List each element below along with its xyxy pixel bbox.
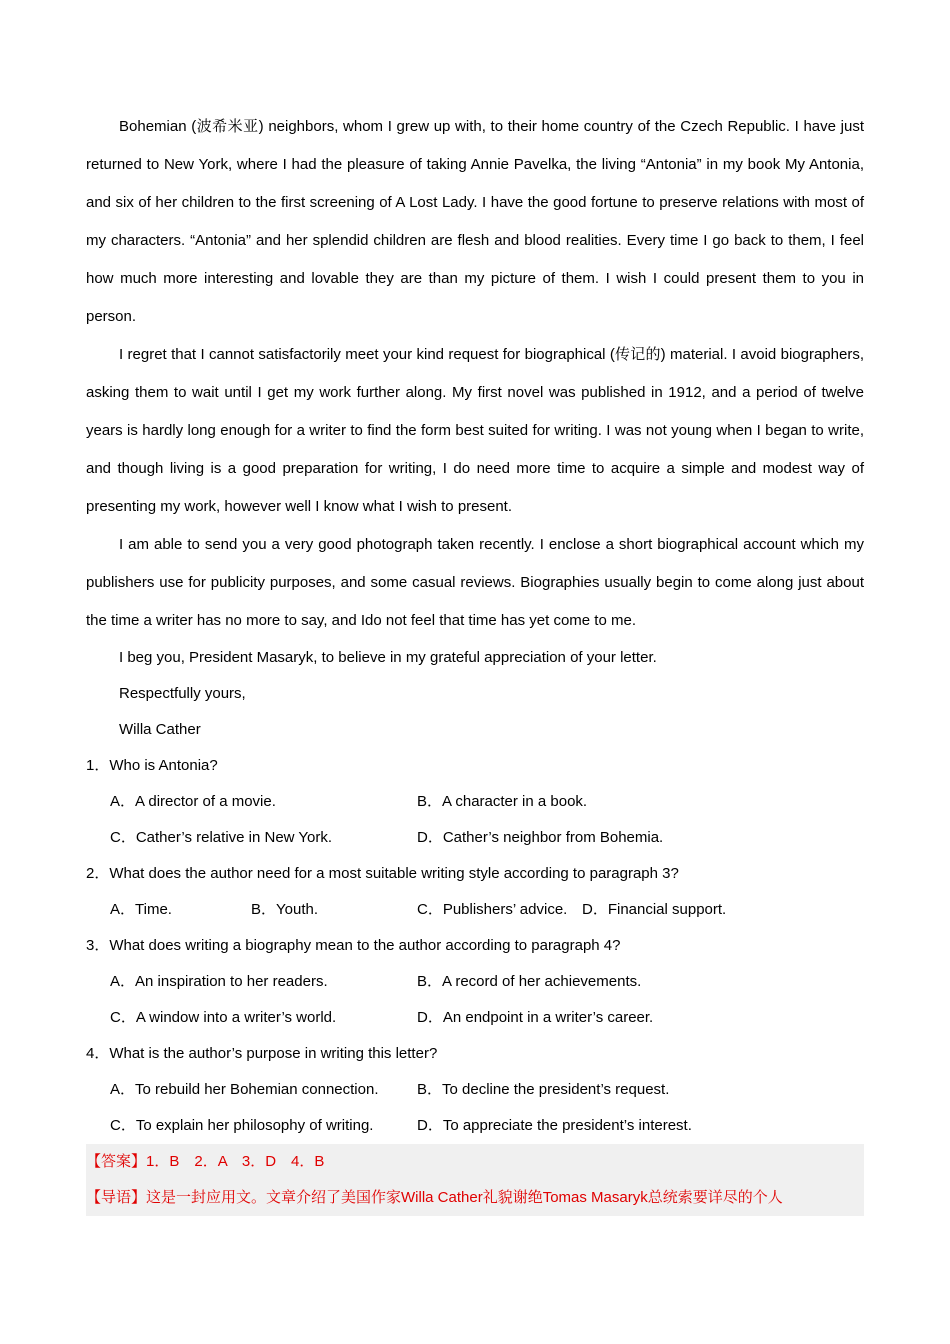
question-2-option-c: C．Publishers’ advice. — [417, 901, 568, 918]
letter-signature: Willa Cather — [119, 721, 201, 738]
question-3-options-row-1 — [86, 964, 864, 1000]
question-1-stem: 1．Who is Antonia? — [86, 757, 218, 774]
question-3-option-a: A．An inspiration to her readers. — [110, 973, 328, 990]
question-1-option-b: B．A character in a book. — [417, 793, 588, 810]
question-2-options-row — [86, 892, 864, 928]
question-2-option-b: B．Youth. — [251, 901, 318, 918]
question-2-option-d: D．Financial support. — [582, 901, 727, 918]
question-4-stem: 4．What is the author’s purpose in writing this letter? — [86, 1045, 438, 1062]
question-1-options-row-1 — [86, 784, 864, 820]
answer-key — [86, 1144, 864, 1180]
answer-label: 【答案】 — [86, 1153, 147, 1170]
answer-text: 1．B 2．A 3．D 4．B — [146, 1153, 325, 1170]
question-3-option-b: B．A record of her achievements. — [417, 973, 642, 990]
question-1-option-c: C．Cather’s relative in New York. — [110, 829, 333, 846]
guide-text: 这是一封应用文。文章介绍了美国作家Willa Cather礼貌谢绝Tomas Masaryk总统索要详尽的个人 — [146, 1189, 783, 1206]
question-4-options-row-1 — [86, 1072, 864, 1108]
question-2-option-a: A．Time. — [110, 901, 172, 918]
question-4-option-d: D．To appreciate the president’s interest. — [417, 1117, 692, 1134]
guide-line — [86, 1180, 864, 1216]
question-4-option-a: A．To rebuild her Bohemian connection. — [110, 1081, 379, 1098]
question-3-option-c: C．A window into a writer’s world. — [110, 1009, 337, 1026]
letter-closing: Respectfully yours, — [119, 685, 246, 702]
guide-label: 【导语】 — [86, 1189, 147, 1206]
question-3-stem: 3．What does writing a biography mean to the author according to paragraph 4? — [86, 937, 621, 954]
question-4-option-c: C．To explain her philosophy of writing. — [110, 1117, 374, 1134]
document-page — [86, 108, 864, 1216]
letter-paragraph-3: I am able to send you a very good photograph taken recently. I enclose a short biographical account which my publishers use for publicity purposes, and some casual reviews. Biographies usually begin to come along just about the time a writer has no more to say, and Ido not feel that time has yet come to me. — [86, 536, 864, 629]
question-4-option-b: B．To decline the president’s request. — [417, 1081, 670, 1098]
question-2-stem: 2．What does the author need for a most suitable writing style according to paragraph 3? — [86, 865, 679, 882]
letter-paragraph-4: I beg you, President Masaryk, to believe in my grateful appreciation of your letter. — [119, 649, 657, 666]
question-1-options-row-2 — [86, 820, 864, 856]
question-1-option-d: D．Cather’s neighbor from Bohemia. — [417, 829, 664, 846]
letter-paragraph-2: I regret that I cannot satisfactorily meet your kind request for biographical (传记的) material. I avoid biographers, asking them to wait until I get my work further along. My first novel was published in 1912, and a period of twelve years is hardly long enough for a writer to find the form best suited for writing. I was not young when I began to write, and though living is a good preparation for writing, I do need more time to acquire a simple and modest way of presenting my work, however well I know what I wish to present. — [86, 346, 864, 515]
question-3-options-row-2 — [86, 1000, 864, 1036]
question-1-option-a: A．A director of a movie. — [110, 793, 276, 810]
question-4-options-row-2 — [86, 1108, 864, 1144]
question-3-option-d: D．An endpoint in a writer’s career. — [417, 1009, 654, 1026]
letter-paragraph-1: Bohemian (波希米亚) neighbors, whom I grew up with, to their home country of the Czech Republic. I have just returned to New York, where I had the pleasure of taking Annie Pavelka, the living “Antonia” in my book My Antonia, and six of her children to the first screening of A Lost Lady. I have the good fortune to preserve relations with most of my characters. “Antonia” and her splendid children are flesh and blood realities. Every time I go back to them, I feel how much more interesting and lovable they are than my picture of them. I wish I could present them to you in person. — [86, 118, 864, 325]
